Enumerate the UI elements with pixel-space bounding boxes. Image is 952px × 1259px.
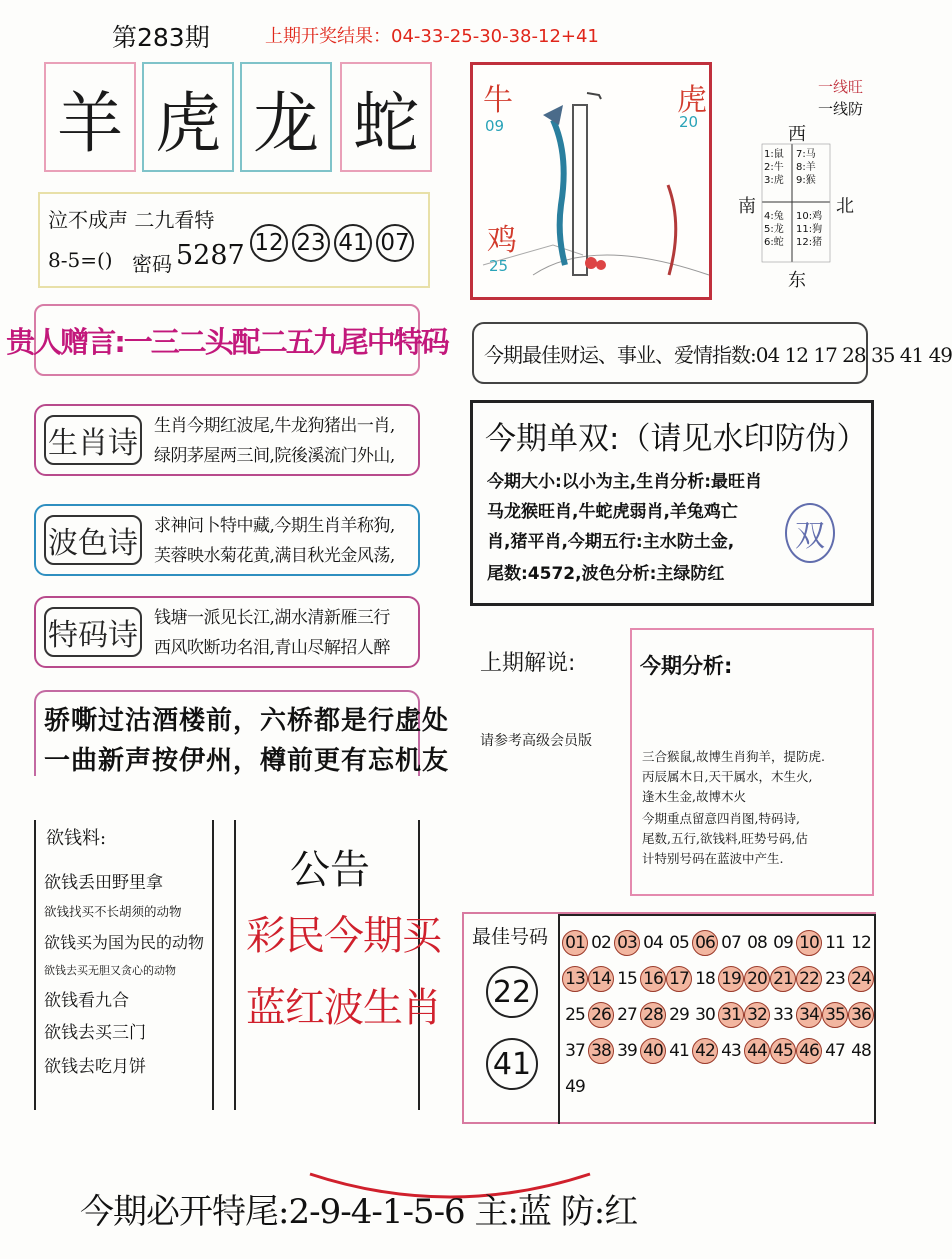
- zodiac-box-4: 蛇: [340, 62, 432, 172]
- riddle-equation: 8-5=(): [48, 248, 113, 272]
- poem-line: 西风吹断功名泪,青山尽解招人醉: [154, 638, 390, 658]
- grid-number: 17: [666, 966, 692, 992]
- grid-number: 08: [747, 933, 767, 953]
- grid-number: 40: [640, 1038, 666, 1064]
- special-poem: [34, 596, 420, 668]
- poem-tag: 特码诗: [44, 607, 142, 657]
- grid-number: 48: [851, 1041, 871, 1061]
- grid-number: 49: [565, 1077, 585, 1097]
- money-material: [34, 820, 214, 1110]
- zodiac-picture: [470, 62, 712, 300]
- grid-number: 43: [721, 1041, 741, 1061]
- grid-number: 18: [695, 969, 715, 989]
- grid-number: 13: [562, 966, 588, 992]
- grid-number: 06: [692, 930, 718, 956]
- money-item: 欲钱找买不长胡须的动物: [44, 904, 182, 919]
- pic-label-tiger: 虎: [677, 83, 707, 118]
- grid-number: 01: [562, 930, 588, 956]
- fortune-box: [472, 322, 952, 384]
- grid-number: 45: [770, 1038, 796, 1064]
- riddle-text: 泣不成声 二九看特: [48, 208, 215, 232]
- grid-cell: 7:马 8:羊 9:猴: [796, 149, 816, 186]
- money-item: 欲钱去买三门: [44, 1023, 146, 1043]
- money-item: 欲钱去吃月饼: [44, 1057, 146, 1077]
- odd-even-heading: 今期单双:（请见水印防伪）: [485, 421, 868, 457]
- zodiac-box-3: 龙: [240, 62, 332, 172]
- direction-north: 北: [836, 196, 854, 217]
- grid-number: 14: [588, 966, 614, 992]
- grid-number: 30: [695, 1005, 715, 1025]
- grid-number: 02: [591, 933, 611, 953]
- analysis-line: 逢木生金,故博木火: [642, 789, 746, 804]
- best-pick: 22: [486, 966, 538, 1018]
- riddle-number: 41: [334, 224, 372, 262]
- issue-number: 第283期: [112, 23, 210, 52]
- direction-south: 南: [738, 196, 756, 217]
- analysis-line: 三合猴鼠,故博生肖狗羊，提防虎.: [642, 749, 825, 764]
- odd-even-line: 肖,猪平肖,今期五行:主水防土金,: [487, 532, 735, 552]
- grid-number: 21: [770, 966, 796, 992]
- last-period-ref: 请参考高级会员版: [480, 733, 592, 749]
- grid-number: 10: [796, 930, 822, 956]
- poem-tag: 生肖诗: [44, 415, 142, 465]
- grid-number: 23: [825, 969, 845, 989]
- grid-number: 07: [721, 933, 741, 953]
- grid-number: 37: [565, 1041, 585, 1061]
- analysis-line: 丙辰属木日,天干属水，木生火,: [642, 769, 813, 784]
- money-item: 欲钱去买无胆又贪心的动物: [44, 964, 176, 977]
- analysis-line: 今期重点留意四肖图,特码诗,: [642, 811, 800, 826]
- analysis-line: 尾数,五行,欲钱料,旺势号码,估: [642, 831, 808, 846]
- analysis-heading: 今期分析:: [640, 654, 733, 678]
- pic-label-tiger-num: 20: [679, 113, 699, 131]
- direction-east: 东: [788, 270, 806, 291]
- poem-line: 绿阴茅屋两三间,院後溪流门外山,: [154, 446, 395, 466]
- color-poem: [34, 504, 420, 576]
- odd-even-box: [470, 400, 874, 606]
- big-poem-line: 骄嘶过沽酒楼前，六桥都是行虚处: [44, 706, 450, 736]
- riddle-number: 12: [250, 224, 288, 262]
- grid-cell: 10:鸡 11:狗 12:猪: [796, 211, 823, 248]
- pic-label-ox-num: 09: [485, 117, 505, 135]
- grid-number: 22: [796, 966, 822, 992]
- grid-number: 19: [718, 966, 744, 992]
- best-pick: 41: [486, 1038, 538, 1090]
- grid-number: 33: [773, 1005, 793, 1025]
- grid-number: 47: [825, 1041, 845, 1061]
- big-poem: [34, 690, 450, 776]
- grid-number: 26: [588, 1002, 614, 1028]
- grid-cell: 1:鼠 2:牛 3:虎: [764, 149, 784, 186]
- noble-banner: [6, 304, 448, 376]
- grid-number: 42: [692, 1038, 718, 1064]
- grid-number: 32: [744, 1002, 770, 1028]
- last-result: 上期开奖结果：04-33-25-30-38-12+41: [265, 26, 599, 47]
- pic-label-ox: 牛: [483, 83, 513, 118]
- notice-box: [234, 820, 441, 1110]
- grid-number: 46: [796, 1038, 822, 1064]
- grid-number: 24: [848, 966, 874, 992]
- last-period-label: 上期解说:: [480, 651, 576, 676]
- direction-west: 西: [788, 124, 806, 145]
- grid-number: 03: [614, 930, 640, 956]
- grid-number: 12: [851, 933, 871, 953]
- zodiac-box-2: 虎: [142, 62, 234, 172]
- riddle-number: 23: [292, 224, 330, 262]
- poem-line: 求神问卜特中藏,今期生肖羊称狗,: [154, 516, 395, 536]
- notice-line: 彩民今期买: [246, 913, 441, 959]
- footer-text: 今期必开特尾:2-9-4-1-5-6 主:蓝 防:红: [80, 1192, 638, 1232]
- best-numbers-box: [462, 912, 876, 1124]
- money-item: 欲钱丢田野里拿: [44, 873, 163, 893]
- odd-even-stamp: 双: [785, 503, 835, 563]
- grid-number: 34: [796, 1002, 822, 1028]
- grid-number: 11: [825, 933, 845, 953]
- odd-even-line: 马龙猴旺肖,牛蛇虎弱肖,羊兔鸡亡: [487, 502, 738, 522]
- riddle-number: 07: [376, 224, 414, 262]
- analysis-line: 计特别号码在蓝波中产生.: [642, 851, 784, 866]
- grid-number: 39: [617, 1041, 637, 1061]
- number-grid: [558, 914, 876, 1124]
- notice-title: 公告: [290, 847, 370, 893]
- poem-line: 生肖今期红波尾,牛龙狗猪出一肖,: [154, 416, 395, 436]
- money-title: 欲钱料:: [46, 828, 107, 849]
- zodiac-box-1: 羊: [44, 62, 136, 172]
- grid-cell: 4:兔 5:龙 6:蛇: [764, 211, 784, 248]
- noble-text: 贵人赠言:一三二头配二五九尾中特码: [6, 324, 448, 359]
- analysis-box: [630, 628, 874, 896]
- grid-number: 20: [744, 966, 770, 992]
- grid-number: 27: [617, 1005, 637, 1025]
- pic-label-rooster: 鸡: [487, 223, 517, 258]
- riddle-box: [38, 192, 430, 288]
- grid-number: 38: [588, 1038, 614, 1064]
- best-label: 最佳号码: [472, 926, 549, 948]
- grid-number: 31: [718, 1002, 744, 1028]
- fortune-text: 今期最佳财运、事业、爱情指数:04 12 17 28 35 41 49: [484, 342, 952, 367]
- grid-number: 36: [848, 1002, 874, 1028]
- grid-number: 35: [822, 1002, 848, 1028]
- zodiac-poem: [34, 404, 420, 476]
- big-poem-line: 一曲新声按伊州，樽前更有忘机友: [44, 746, 450, 776]
- notice-line: 蓝红波生肖: [246, 985, 441, 1031]
- poem-line: 钱塘一派见长江,湖水清新雁三行: [154, 608, 390, 628]
- poem-tag: 波色诗: [44, 515, 142, 565]
- grid-number: 05: [669, 933, 689, 953]
- money-item: 欲钱买为国为民的动物: [44, 933, 205, 952]
- grid-number: 28: [640, 1002, 666, 1028]
- grid-number: 25: [565, 1005, 585, 1025]
- odd-even-line: 今期大小:以小为主,生肖分析:最旺肖: [487, 472, 763, 492]
- grid-number: 44: [744, 1038, 770, 1064]
- code-label: 密码: [132, 252, 172, 276]
- grid-number: 15: [617, 969, 637, 989]
- grid-number: 04: [643, 933, 663, 953]
- money-item: 欲钱看九合: [44, 991, 129, 1011]
- code-value: 5287: [176, 240, 245, 271]
- grid-number: 29: [669, 1005, 689, 1025]
- legend-prosper: 一线旺: [818, 78, 864, 96]
- poem-line: 芙蓉映水菊花黄,满目秋光金风荡,: [154, 546, 395, 566]
- grid-number: 09: [773, 933, 793, 953]
- legend-guard: 一线防: [818, 100, 864, 118]
- odd-even-line: 尾数:4572,波色分析:主绿防红: [487, 564, 725, 584]
- pic-label-rooster-num: 25: [489, 257, 509, 275]
- grid-number: 41: [669, 1041, 689, 1061]
- grid-number: 16: [640, 966, 666, 992]
